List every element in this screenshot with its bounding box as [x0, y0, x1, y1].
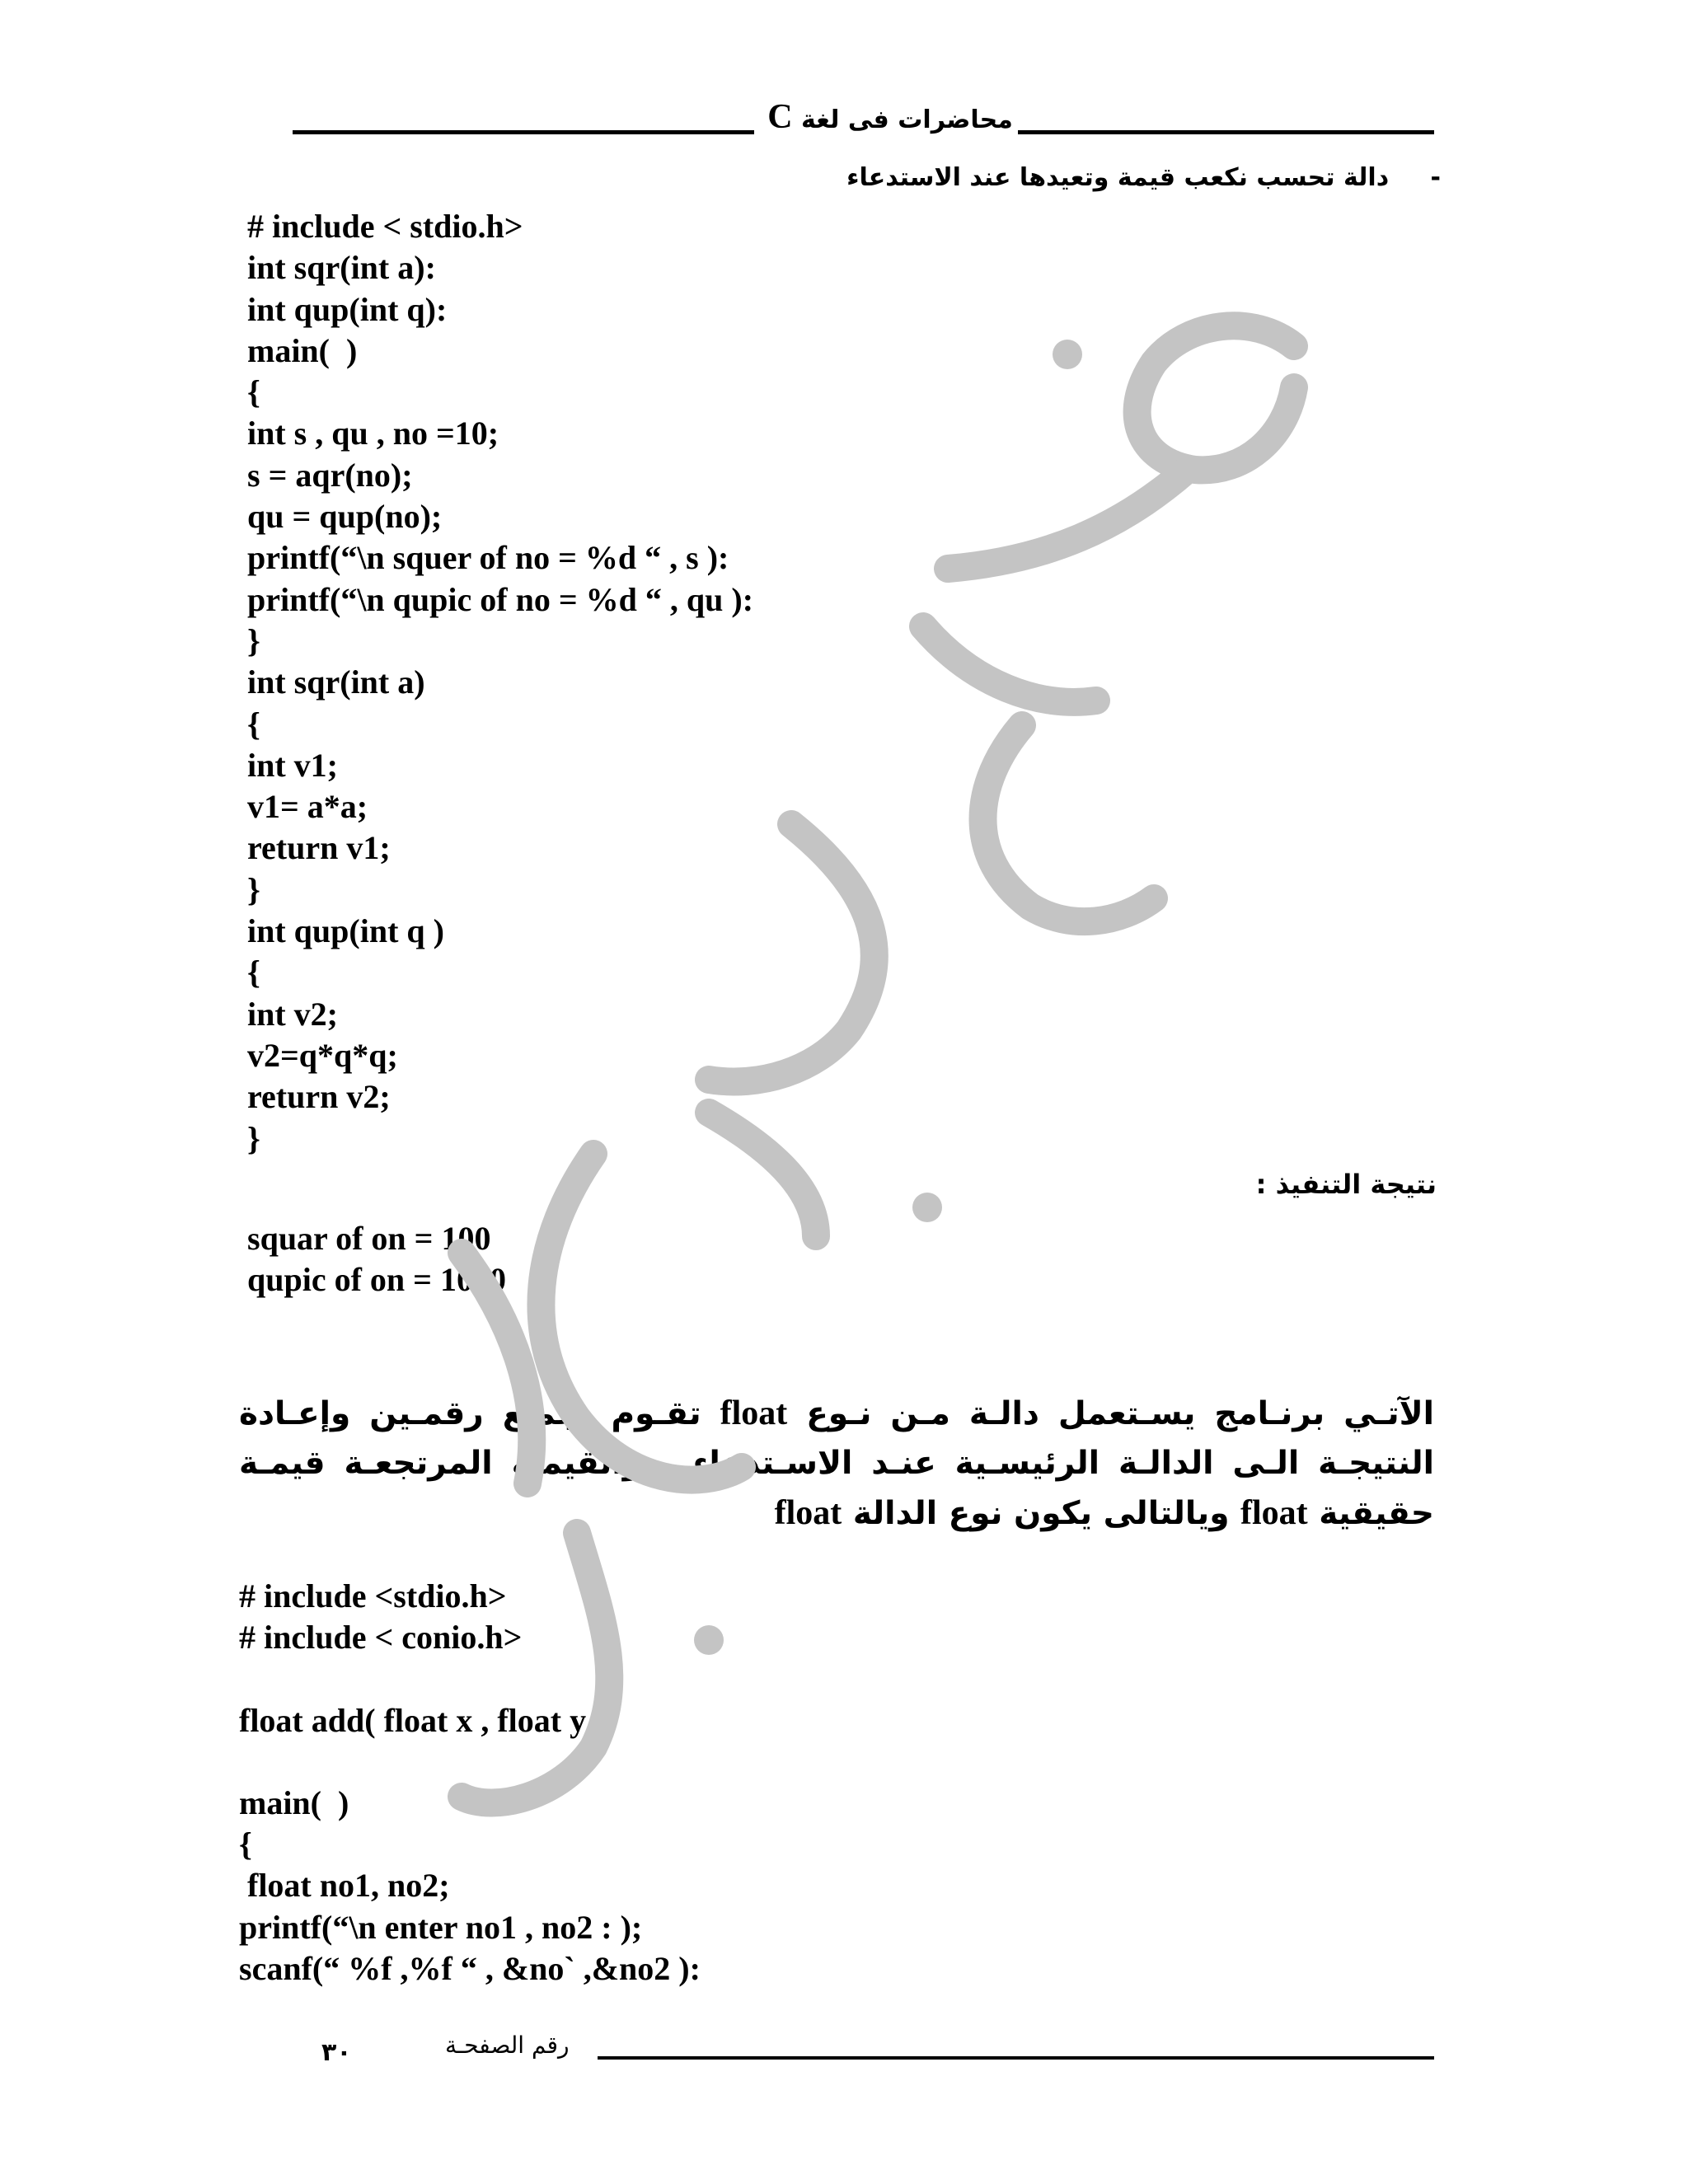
code-line: }: [247, 621, 260, 659]
explanation-paragraph: [239, 1389, 1434, 1539]
code-line: int v2;: [247, 995, 338, 1033]
subtitle-dash: -: [1430, 163, 1441, 192]
code-line: int sqr(int a):: [247, 249, 436, 287]
execution-result-label: نتيجة التنفيذ :: [1255, 1169, 1437, 1200]
code-line: float add( float x , float y ): [239, 1701, 606, 1739]
code-line: v2=q*q*q;: [247, 1036, 398, 1074]
header-title-latin: C: [767, 98, 793, 136]
program-output: [247, 1218, 506, 1301]
code-block-cube: [247, 206, 753, 1160]
subtitle-text: دالة تحسب نكعب قيمة وتعيدها عند الاستدعاء: [846, 163, 1390, 192]
code-line: float no1, no2;: [239, 1867, 450, 1905]
code-line: int sqr(int a): [247, 663, 425, 701]
code-line: s = aqr(no);: [247, 456, 413, 494]
code-line: qupic of on = 1000: [247, 1261, 506, 1298]
code-line: printf(“\n enter no1 , no2 : );: [239, 1908, 643, 1946]
para-part-3: ويالتالى يكون نوع الدالة: [852, 1495, 1230, 1532]
code-line: scanf(“ %f ,%f “ , &no` ,&no2 ):: [239, 1949, 701, 1987]
para-keyword-3: float: [774, 1494, 842, 1532]
code-line: return v1;: [247, 829, 391, 867]
watermark-stroke: [983, 725, 1155, 921]
page-number-label: رقم الصفحـة: [445, 2032, 570, 2059]
watermark-stroke: [1137, 326, 1294, 470]
code-line: squar of on = 100: [247, 1220, 491, 1257]
para-keyword-1: float: [720, 1394, 788, 1432]
code-line: }: [247, 1119, 260, 1157]
para-part-2: تقـوم بجمـع رقمـين وإعـادة النتيجـة الـى الدالـة الرئيسـية عنـد الاسـتدعاء . والقيمـة المرتجعـة قيمـة حقيقية: [239, 1395, 1434, 1532]
code-line: int v1;: [247, 746, 338, 784]
code-line: main( ): [247, 331, 358, 369]
para-keyword-2: float: [1240, 1494, 1308, 1532]
header-title-arabic: محاضرات فى لغة: [800, 105, 1013, 134]
code-line: # include < conio.h>: [239, 1619, 523, 1657]
code-line: {: [247, 705, 260, 743]
code-line: v1= a*a;: [247, 788, 368, 826]
code-line: [239, 1658, 701, 1699]
section-subtitle: [846, 163, 1441, 192]
code-line: {: [247, 373, 260, 411]
code-line: int qup(int q):: [247, 290, 448, 328]
page-number: ٣٠: [321, 2038, 352, 2067]
code-line: }: [247, 870, 260, 908]
page-footer: [321, 2032, 1434, 2081]
code-line: main( ): [239, 1783, 349, 1821]
code-line: int s , qu , no =10;: [247, 415, 499, 452]
code-line: qu = qup(no);: [247, 498, 443, 536]
code-line: int qup(int q ): [247, 912, 444, 950]
code-line: return v2;: [247, 1078, 391, 1116]
code-line: {: [247, 954, 260, 991]
para-part-1: الآتـي برنـامج يسـتعمل دالـة مـن نـوع: [806, 1395, 1434, 1432]
watermark-stroke: [948, 470, 1187, 569]
code-line: # include < stdio.h>: [247, 208, 523, 245]
code-line: printf(“\n squer of no = %d “ , s ):: [247, 539, 729, 577]
code-line: {: [239, 1825, 252, 1863]
header-rule-right: [1018, 130, 1434, 134]
code-line: [239, 1741, 701, 1783]
page-header: [293, 97, 1434, 147]
header-title: [767, 97, 1014, 137]
watermark-dot: [912, 1193, 942, 1222]
header-rule-left: [293, 130, 754, 134]
code-line: # include <stdio.h>: [239, 1577, 507, 1615]
code-block-add: [239, 1576, 701, 1990]
watermark-dot: [1053, 340, 1082, 369]
footer-rule: [598, 2056, 1434, 2060]
watermark-stroke: [923, 626, 1096, 702]
code-line: printf(“\n qupic of no = %d “ , qu ):: [247, 580, 754, 618]
